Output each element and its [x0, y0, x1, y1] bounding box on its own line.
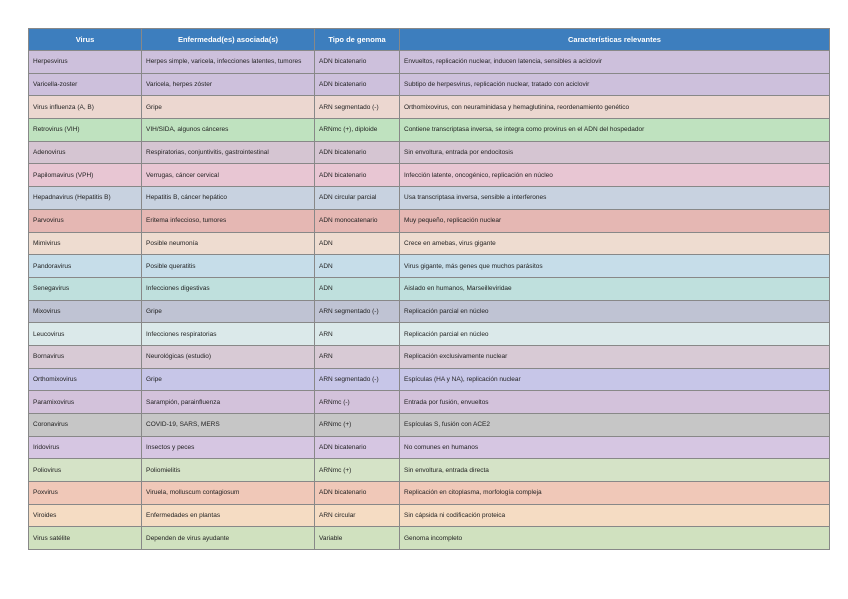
virus-table [28, 28, 830, 550]
genome-type-cell: ARN segmentado (-) [315, 300, 400, 323]
characteristics-cell: Aislado en humanos, Marseilleviridae [400, 277, 830, 300]
table-row [29, 187, 830, 210]
genome-type-cell: ADN bicatenario [315, 73, 400, 96]
genome-type-cell: ADN monocatenario [315, 209, 400, 232]
virus-cell: Pandoravirus [29, 255, 142, 278]
disease-cell: VIH/SIDA, algunos cánceres [142, 119, 315, 142]
characteristics-cell: Genoma incompleto [400, 527, 830, 550]
table-row [29, 504, 830, 527]
table-row [29, 73, 830, 96]
virus-cell: Adenovirus [29, 141, 142, 164]
virus-cell: Hepadnavirus (Hepatitis B) [29, 187, 142, 210]
disease-cell: Hepatitis B, cáncer hepático [142, 187, 315, 210]
disease-cell: Viruela, molluscum contagiosum [142, 482, 315, 505]
header-row [29, 29, 830, 51]
characteristics-cell: Replicación parcial en núcleo [400, 300, 830, 323]
virus-cell: Retrovirus (VIH) [29, 119, 142, 142]
characteristics-cell: Espículas S, fusión con ACE2 [400, 414, 830, 437]
characteristics-cell: Orthomixovirus, con neuraminidasa y hemaglutinina, reordenamiento genético [400, 96, 830, 119]
table-row [29, 345, 830, 368]
virus-cell: Virus influenza (A, B) [29, 96, 142, 119]
virus-cell: Virus satélite [29, 527, 142, 550]
genome-type-cell: Variable [315, 527, 400, 550]
virus-cell: Papilomavirus (VPH) [29, 164, 142, 187]
table-row [29, 277, 830, 300]
disease-cell: Gripe [142, 96, 315, 119]
characteristics-cell: Muy pequeño, replicación nuclear [400, 209, 830, 232]
genome-type-cell: ARNmc (-) [315, 391, 400, 414]
virus-cell: Poliovirus [29, 459, 142, 482]
genome-type-cell: ADN bicatenario [315, 51, 400, 74]
virus-cell: Iridovirus [29, 436, 142, 459]
header-genome-type: Tipo de genoma [315, 29, 400, 51]
disease-cell: Posible neumonía [142, 232, 315, 255]
table-row [29, 323, 830, 346]
disease-cell: Eritema infeccioso, tumores [142, 209, 315, 232]
virus-cell: Varicella-zoster [29, 73, 142, 96]
genome-type-cell: ARN circular [315, 504, 400, 527]
genome-type-cell: ARN segmentado (-) [315, 96, 400, 119]
table-row [29, 164, 830, 187]
disease-cell: Dependen de virus ayudante [142, 527, 315, 550]
table-row [29, 391, 830, 414]
virus-cell: Bornavirus [29, 345, 142, 368]
genome-type-cell: ADN bicatenario [315, 482, 400, 505]
characteristics-cell: Sin envoltura, entrada directa [400, 459, 830, 482]
table-row [29, 96, 830, 119]
characteristics-cell: Envueltos, replicación nuclear, inducen latencia, sensibles a aciclovir [400, 51, 830, 74]
genome-type-cell: ADN bicatenario [315, 164, 400, 187]
table-row [29, 232, 830, 255]
header-characteristics: Características relevantes [400, 29, 830, 51]
virus-cell: Parvovirus [29, 209, 142, 232]
disease-cell: Infecciones digestivas [142, 277, 315, 300]
genome-type-cell: ARNmc (+), diploide [315, 119, 400, 142]
table-row [29, 255, 830, 278]
table-row [29, 51, 830, 74]
characteristics-cell: Replicación parcial en núcleo [400, 323, 830, 346]
genome-type-cell: ARN [315, 345, 400, 368]
table-row [29, 527, 830, 550]
characteristics-cell: Contiene transcriptasa inversa, se integra como provirus en el ADN del hospedador [400, 119, 830, 142]
characteristics-cell: Replicación en citoplasma, morfología compleja [400, 482, 830, 505]
disease-cell: Varicela, herpes zóster [142, 73, 315, 96]
disease-cell: Gripe [142, 368, 315, 391]
genome-type-cell: ARNmc (+) [315, 414, 400, 437]
disease-cell: Infecciones respiratorias [142, 323, 315, 346]
table-row [29, 459, 830, 482]
header-virus: Virus [29, 29, 142, 51]
virus-cell: Senegavirus [29, 277, 142, 300]
characteristics-cell: Replicación exclusivamente nuclear [400, 345, 830, 368]
genome-type-cell: ARNmc (+) [315, 459, 400, 482]
table-body [29, 51, 830, 550]
genome-type-cell: ADN circular parcial [315, 187, 400, 210]
table-row [29, 300, 830, 323]
virus-cell: Herpesvirus [29, 51, 142, 74]
virus-cell: Paramixovirus [29, 391, 142, 414]
genome-type-cell: ADN [315, 255, 400, 278]
virus-cell: Mimivirus [29, 232, 142, 255]
characteristics-cell: Crece en amebas, virus gigante [400, 232, 830, 255]
disease-cell: Neurológicas (estudio) [142, 345, 315, 368]
virus-cell: Coronavirus [29, 414, 142, 437]
disease-cell: Poliomielitis [142, 459, 315, 482]
disease-cell: Herpes simple, varicela, infecciones latentes, tumores [142, 51, 315, 74]
characteristics-cell: Subtipo de herpesvirus, replicación nuclear, tratado con aciclovir [400, 73, 830, 96]
disease-cell: Respiratorias, conjuntivitis, gastrointestinal [142, 141, 315, 164]
table-row [29, 482, 830, 505]
characteristics-cell: Espículas (HA y NA), replicación nuclear [400, 368, 830, 391]
genome-type-cell: ADN [315, 277, 400, 300]
table-row [29, 368, 830, 391]
characteristics-cell: Infección latente, oncogénico, replicación en núcleo [400, 164, 830, 187]
virus-cell: Mixovirus [29, 300, 142, 323]
table-row [29, 209, 830, 232]
characteristics-cell: No comunes en humanos [400, 436, 830, 459]
disease-cell: Sarampión, parainfluenza [142, 391, 315, 414]
genome-type-cell: ARN [315, 323, 400, 346]
genome-type-cell: ADN bicatenario [315, 141, 400, 164]
characteristics-cell: Virus gigante, más genes que muchos parásitos [400, 255, 830, 278]
disease-cell: Posible queratitis [142, 255, 315, 278]
genome-type-cell: ADN [315, 232, 400, 255]
disease-cell: Insectos y peces [142, 436, 315, 459]
genome-type-cell: ADN bicatenario [315, 436, 400, 459]
table-row [29, 414, 830, 437]
virus-cell: Poxvirus [29, 482, 142, 505]
characteristics-cell: Sin envoltura, entrada por endocitosis [400, 141, 830, 164]
characteristics-cell: Sin cápsida ni codificación proteica [400, 504, 830, 527]
disease-cell: Gripe [142, 300, 315, 323]
table-row [29, 141, 830, 164]
virus-cell: Viroides [29, 504, 142, 527]
characteristics-cell: Entrada por fusión, envueltos [400, 391, 830, 414]
table-row [29, 119, 830, 142]
disease-cell: Verrugas, cáncer cervical [142, 164, 315, 187]
genome-type-cell: ARN segmentado (-) [315, 368, 400, 391]
virus-cell: Orthomixovirus [29, 368, 142, 391]
characteristics-cell: Usa transcriptasa inversa, sensible a interferones [400, 187, 830, 210]
table-row [29, 436, 830, 459]
header-disease: Enfermedad(es) asociada(s) [142, 29, 315, 51]
disease-cell: Enfermedades en plantas [142, 504, 315, 527]
virus-cell: Leucovirus [29, 323, 142, 346]
disease-cell: COVID-19, SARS, MERS [142, 414, 315, 437]
